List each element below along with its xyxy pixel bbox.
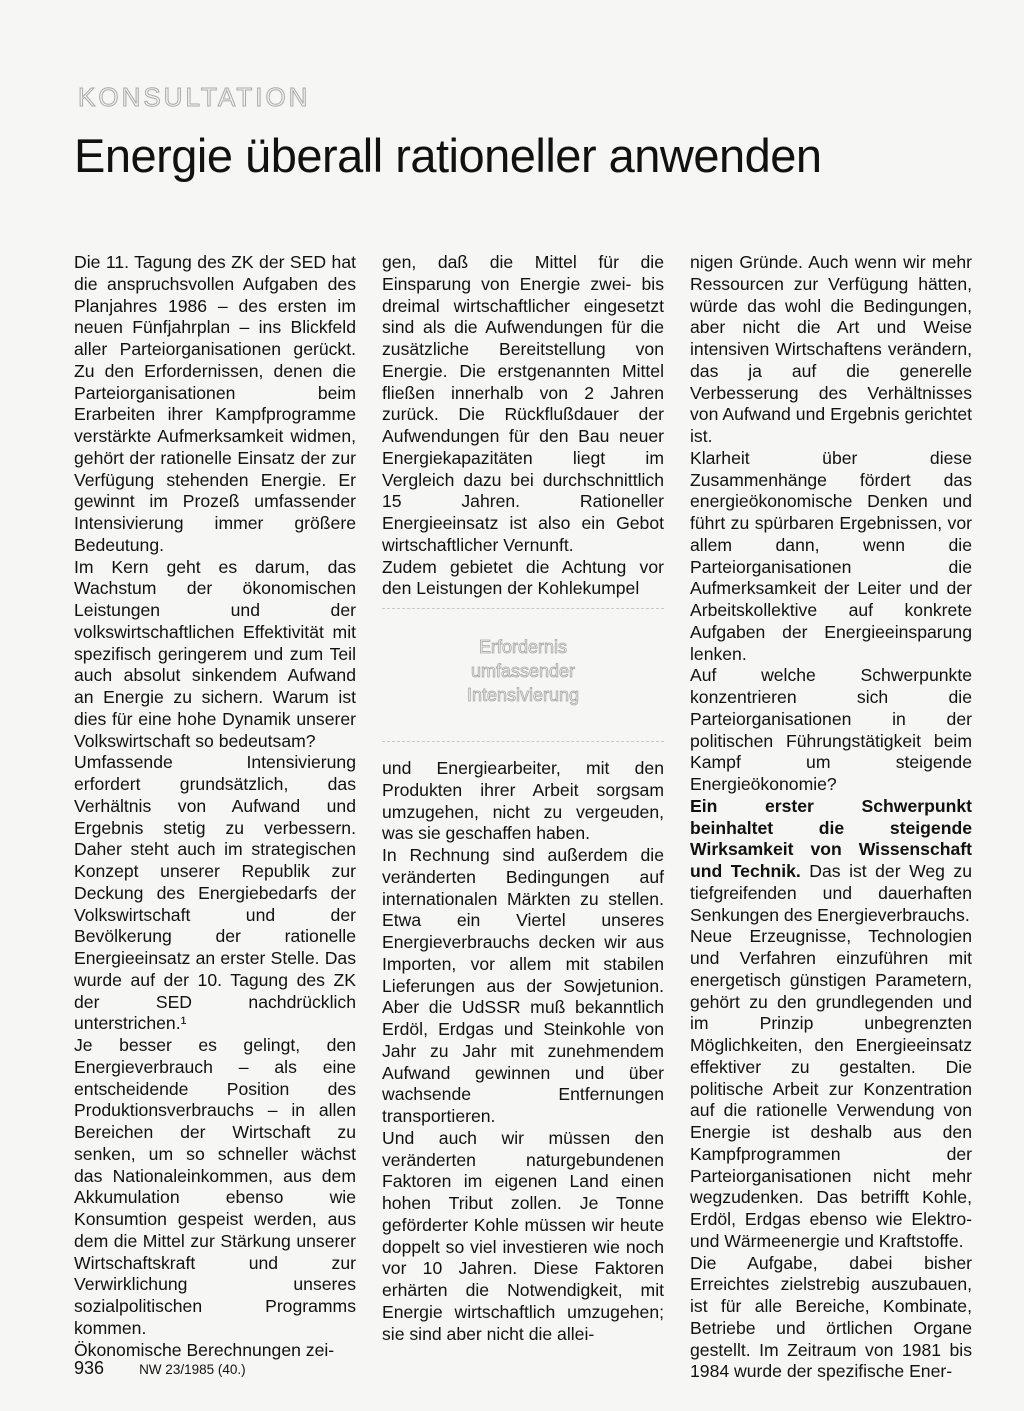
issue-reference: NW 23/1985 (40.): [139, 1362, 246, 1377]
column-3: [690, 252, 972, 1383]
pull-quote-line: umfassender: [470, 661, 576, 681]
paragraph: In Rechnung sind außerdem die veränderten Bedingungen auf internationalen Märkten zu stellen. Etwa ein Viertel unseres Energieverbrauchs decken wir aus Importen, vor allem mit stabilen Lieferungen aus der Sowjetunion. Aber die UdSSR muß bekanntlich Erdöl, Erdgas und Steinkohle von Jahr zu Jahr mit zunehmendem Aufwand gewinnen und über wachsende Entfernungen transportieren.: [382, 845, 664, 1126]
paragraph: [690, 796, 972, 927]
article-title: Energie überall rationeller anwenden: [74, 129, 822, 182]
paragraph: Die 11. Tagung des ZK der SED hat die anspruchsvollen Aufgaben des Planjahres 1986 – des ersten im neuen Fünfjahrplan – ins Blickfeld aller Parteiorganisationen gerückt. Zu den Erfordernissen, denen die Parteiorganisationen beim Erarbeiten ihrer Kampfprogramme verstärkte Aufmerksamkeit widmen, gehört der rationelle Einsatz der zur Verfügung stehenden Energie. Er gewinnt im Prozeß umfassender Intensivierung immer größere Bedeutung.: [74, 252, 356, 555]
paragraph: nigen Gründe. Auch wenn wir mehr Ressourcen zur Verfügung hätten, würde das wohl die Bedingungen, aber nicht die Art und Weise intensiven Wirtschaftens verändern, das ja auf die generelle Verbesserung des Verhältnisses von Aufwand und Ergebnis gerichtet ist.: [690, 252, 972, 446]
paragraph: Und auch wir müssen den veränderten naturgebundenen Faktoren im eigenen Land einen hohen Tribut zollen. Je Tonne geförderter Kohle müssen wir heute doppelt so viel investieren wie noch vor 10 Jahren. Diese Faktoren erhärten die Notwendigkeit, mit Energie wirtschaftlich umzugehen; sie sind aber nicht die allei-: [382, 1127, 664, 1344]
paragraph-text: Das ist der Weg zu tiefgreifenden und dauerhaften Senkungen des Energieverbrauchs.: [690, 861, 972, 925]
paragraph: Die Aufgabe, dabei bisher Erreichtes zielstrebig auszubauen, ist für alle Bereiche, Kombinate, Betriebe und örtlichen Organe gestellt. Im Zeitraum von 1981 bis 1984 wurde der spezifische Ener-: [690, 1252, 972, 1382]
paragraph: Umfassende Intensivierung erfordert grundsätzlich, das Verhältnis von Aufwand und Ergebnis stetig zu verbessern. Daher steht auch im strategischen Konzept unserer Republik zur Deckung des Energiebedarfs der Volkswirtschaft und der Bevölkerung der rationelle Energieeinsatz an erster Stelle. Das wurde auf der 10. Tagung des ZK der SED nachdrücklich unterstrichen.¹: [74, 752, 356, 1034]
page-footer: [74, 1358, 246, 1379]
emphasis-text: Ein erster Schwerpunkt beinhaltet die steigende Wirksamkeit von Wissenschaft und Technik.: [690, 795, 972, 881]
pull-quote-line: Intensivierung: [466, 685, 580, 705]
paragraph: Im Kern geht es darum, das Wachstum der ökonomischen Leistungen und der volkswirtschaftlichen Effektivität mit spezifisch geringerem und zum Teil auch absolut sinkendem Aufwand an Energie zu sichern. Warum ist dies für eine hohe Dynamik unserer Volkswirtschaft so bedeutsam?: [74, 556, 356, 751]
pull-quote-line: Erfordernis: [478, 637, 568, 657]
column-1: [74, 252, 356, 1361]
paragraph: und Energiearbeiter, mit den Produkten ihrer Arbeit sorgsam umzugehen, nicht zu vergeuden, was sie geschaffen haben.: [382, 758, 664, 844]
kicker: KONSULTATION: [78, 82, 311, 112]
paragraph: Zudem gebietet die Achtung vor den Leistungen der Kohlekumpel: [382, 556, 664, 599]
column-2-top: [382, 252, 664, 600]
paragraph: Je besser es gelingt, den Energieverbrauch – als eine entscheidende Position des Produktionsverbrauchs – in allen Bereichen der Wirtschaft zu senken, um so schneller wächst das Nationaleinkommen, aus dem Akkumulation ebenso wie Konsumtion gespeist werden, aus dem die Mittel zur Stärkung unserer Wirtschaftskraft und zur Verwirklichung unseres sozialpolitischen Programms kommen.: [74, 1035, 356, 1338]
paragraph: Ökonomische Berechnungen zei-: [74, 1339, 335, 1360]
pull-quote: [382, 608, 664, 742]
page-number: 936: [74, 1358, 105, 1378]
paragraph: Neue Erzeugnisse, Technologien und Verfahren einzuführen mit energetisch günstigen Parametern, gehört zu den grundlegenden und im Prinzip unbegrenzten Möglichkeiten, den Energieeinsatz effektiver zu gestalten. Die politische Arbeit zur Konzentration auf die rationelle Verwendung von Energie ist deshalb aus den Kampfprogrammen der Parteiorganisationen nicht mehr wegzudenken. Das betrifft Kohle, Erdöl, Erdgas ebenso wie Elektro- und Wärmeenergie und Kraftstoffe.: [690, 926, 972, 1251]
column-2-bottom: [382, 758, 664, 1345]
paragraph: Klarheit über diese Zusammenhänge fördert das energieökonomische Denken und führt zu spürbaren Ergebnissen, vor allem dann, wenn die Parteiorganisationen die Aufmerksamkeit der Leiter und der Arbeitskollektive auf konkrete Aufgaben der Energieeinsparung lenken.: [690, 447, 972, 664]
paragraph: Auf welche Schwerpunkte konzentrieren sich die Parteiorganisationen in der politischen Führungstätigkeit beim Kampf um steigende Energieökonomie?: [690, 665, 972, 794]
paragraph: gen, daß die Mittel für die Einsparung von Energie zwei- bis dreimal wirtschaftlicher eingesetzt sind als die Aufwendungen für die zusätzliche Bereitstellung von Energie. Die erstgenannten Mittel fließen innerhalb von 2 Jahren zurück. Die Rückflußdauer der Aufwendungen für den Bau neuer Energiekapazitäten liegt im Vergleich dazu bei durchschnittlich 15 Jahren. Rationeller Energieeinsatz ist also ein Gebot wirtschaftlicher Vernunft.: [382, 252, 664, 555]
